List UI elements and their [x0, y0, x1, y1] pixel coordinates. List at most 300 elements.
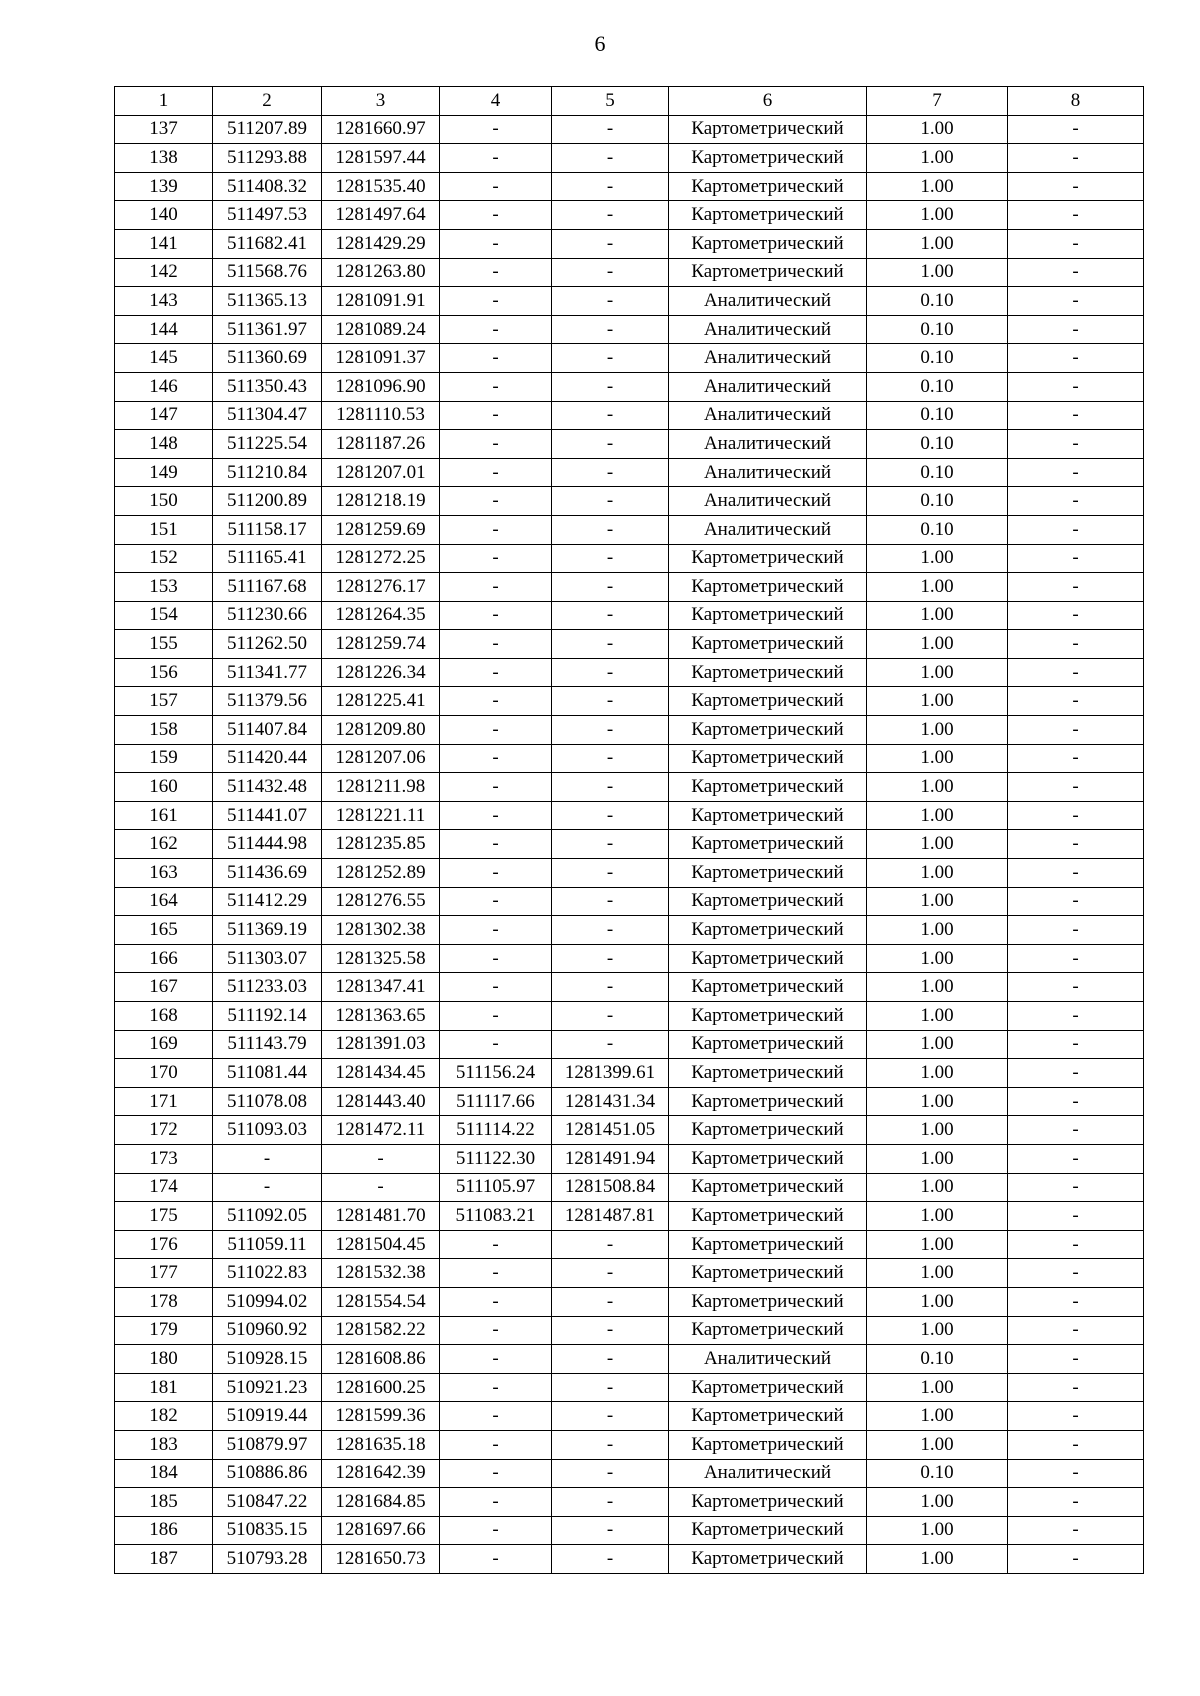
x-coord-new-cell: -	[440, 229, 552, 258]
point-number-cell: 137	[115, 115, 213, 144]
table-row	[115, 601, 1144, 630]
y-coord-cell: 1281325.58	[322, 944, 440, 973]
accuracy-cell: 0.10	[867, 515, 1008, 544]
y-coord-new-cell: -	[552, 430, 669, 459]
y-coord-cell: 1281089.24	[322, 315, 440, 344]
accuracy-cell: 0.10	[867, 1459, 1008, 1488]
y-coord-new-cell: -	[552, 1230, 669, 1259]
y-coord-cell: 1281096.90	[322, 372, 440, 401]
y-coord-cell: 1281608.86	[322, 1345, 440, 1374]
header-cell-8: 8	[1008, 87, 1144, 116]
method-cell: Картометрический	[669, 1316, 867, 1345]
y-coord-cell: 1281225.41	[322, 687, 440, 716]
accuracy-cell: 1.00	[867, 916, 1008, 945]
x-coord-new-cell: -	[440, 1287, 552, 1316]
y-coord-cell: 1281211.98	[322, 773, 440, 802]
accuracy-cell: 1.00	[867, 1087, 1008, 1116]
table-row	[115, 1488, 1144, 1517]
table-row	[115, 973, 1144, 1002]
method-cell: Картометрический	[669, 1516, 867, 1545]
point-number-cell: 151	[115, 515, 213, 544]
description-cell: -	[1008, 344, 1144, 373]
y-coord-cell: 1281218.19	[322, 487, 440, 516]
x-coord-new-cell: -	[440, 1373, 552, 1402]
table-row	[115, 1402, 1144, 1431]
accuracy-cell: 1.00	[867, 258, 1008, 287]
description-cell: -	[1008, 973, 1144, 1002]
method-cell: Аналитический	[669, 287, 867, 316]
point-number-cell: 152	[115, 544, 213, 573]
accuracy-cell: 0.10	[867, 344, 1008, 373]
x-coord-cell: 510921.23	[213, 1373, 322, 1402]
point-number-cell: 165	[115, 916, 213, 945]
y-coord-new-cell: -	[552, 1402, 669, 1431]
accuracy-cell: 1.00	[867, 229, 1008, 258]
accuracy-cell: 0.10	[867, 372, 1008, 401]
accuracy-cell: 1.00	[867, 1287, 1008, 1316]
method-cell: Картометрический	[669, 1373, 867, 1402]
y-coord-new-cell: -	[552, 859, 669, 888]
table-row	[115, 1030, 1144, 1059]
point-number-cell: 147	[115, 401, 213, 430]
y-coord-cell: 1281434.45	[322, 1059, 440, 1088]
point-number-cell: 183	[115, 1430, 213, 1459]
method-cell: Картометрический	[669, 687, 867, 716]
point-number-cell: 141	[115, 229, 213, 258]
table-row	[115, 859, 1144, 888]
x-coord-cell: 511143.79	[213, 1030, 322, 1059]
y-coord-new-cell: -	[552, 630, 669, 659]
method-cell: Картометрический	[669, 1144, 867, 1173]
y-coord-new-cell: -	[552, 773, 669, 802]
x-coord-new-cell: -	[440, 1030, 552, 1059]
method-cell: Аналитический	[669, 344, 867, 373]
method-cell: Аналитический	[669, 372, 867, 401]
method-cell: Картометрический	[669, 201, 867, 230]
header-cell-7: 7	[867, 87, 1008, 116]
y-coord-cell: -	[322, 1173, 440, 1202]
description-cell: -	[1008, 630, 1144, 659]
y-coord-new-cell: -	[552, 1002, 669, 1031]
accuracy-cell: 1.00	[867, 630, 1008, 659]
x-coord-cell: 511568.76	[213, 258, 322, 287]
y-coord-cell: 1281504.45	[322, 1230, 440, 1259]
x-coord-new-cell: -	[440, 315, 552, 344]
point-number-cell: 161	[115, 801, 213, 830]
method-cell: Аналитический	[669, 515, 867, 544]
y-coord-new-cell: -	[552, 1287, 669, 1316]
table-row	[115, 1059, 1144, 1088]
accuracy-cell: 1.00	[867, 1202, 1008, 1231]
point-number-cell: 177	[115, 1259, 213, 1288]
table-row	[115, 401, 1144, 430]
table-row	[115, 430, 1144, 459]
method-cell: Аналитический	[669, 430, 867, 459]
y-coord-new-cell: -	[552, 258, 669, 287]
x-coord-new-cell: -	[440, 1316, 552, 1345]
accuracy-cell: 0.10	[867, 401, 1008, 430]
accuracy-cell: 1.00	[867, 1030, 1008, 1059]
method-cell: Картометрический	[669, 1059, 867, 1088]
method-cell: Аналитический	[669, 401, 867, 430]
method-cell: Картометрический	[669, 1087, 867, 1116]
point-number-cell: 153	[115, 573, 213, 602]
x-coord-cell: 511093.03	[213, 1116, 322, 1145]
method-cell: Картометрический	[669, 544, 867, 573]
x-coord-new-cell: 511117.66	[440, 1087, 552, 1116]
x-coord-new-cell: -	[440, 601, 552, 630]
y-coord-cell: 1281391.03	[322, 1030, 440, 1059]
method-cell: Картометрический	[669, 1202, 867, 1231]
table-row	[115, 172, 1144, 201]
description-cell: -	[1008, 1059, 1144, 1088]
point-number-cell: 176	[115, 1230, 213, 1259]
method-cell: Картометрический	[669, 801, 867, 830]
point-number-cell: 184	[115, 1459, 213, 1488]
y-coord-cell: 1281642.39	[322, 1459, 440, 1488]
y-coord-new-cell: 1281487.81	[552, 1202, 669, 1231]
y-coord-new-cell: -	[552, 544, 669, 573]
table-row	[115, 144, 1144, 173]
description-cell: -	[1008, 744, 1144, 773]
method-cell: Картометрический	[669, 1545, 867, 1574]
accuracy-cell: 1.00	[867, 144, 1008, 173]
description-cell: -	[1008, 430, 1144, 459]
x-coord-cell: 511350.43	[213, 372, 322, 401]
x-coord-cell: 511207.89	[213, 115, 322, 144]
table-row	[115, 1002, 1144, 1031]
x-coord-cell: 511369.19	[213, 916, 322, 945]
x-coord-cell: 510994.02	[213, 1287, 322, 1316]
x-coord-cell: 511436.69	[213, 859, 322, 888]
description-cell: -	[1008, 601, 1144, 630]
point-number-cell: 182	[115, 1402, 213, 1431]
accuracy-cell: 1.00	[867, 1116, 1008, 1145]
y-coord-new-cell: -	[552, 944, 669, 973]
point-number-cell: 178	[115, 1287, 213, 1316]
accuracy-cell: 1.00	[867, 1316, 1008, 1345]
method-cell: Картометрический	[669, 1430, 867, 1459]
y-coord-new-cell: -	[552, 372, 669, 401]
y-coord-new-cell: -	[552, 973, 669, 1002]
header-cell-4: 4	[440, 87, 552, 116]
y-coord-new-cell: 1281508.84	[552, 1173, 669, 1202]
x-coord-new-cell: -	[440, 1345, 552, 1374]
x-coord-new-cell: -	[440, 830, 552, 859]
y-coord-cell: 1281207.01	[322, 458, 440, 487]
table-row	[115, 573, 1144, 602]
y-coord-cell: 1281091.91	[322, 287, 440, 316]
x-coord-cell: 511441.07	[213, 801, 322, 830]
method-cell: Картометрический	[669, 1230, 867, 1259]
x-coord-new-cell: -	[440, 1230, 552, 1259]
method-cell: Картометрический	[669, 1488, 867, 1517]
y-coord-cell: 1281481.70	[322, 1202, 440, 1231]
method-cell: Картометрический	[669, 716, 867, 745]
accuracy-cell: 1.00	[867, 601, 1008, 630]
y-coord-new-cell: -	[552, 573, 669, 602]
y-coord-new-cell: -	[552, 1316, 669, 1345]
x-coord-cell: 511225.54	[213, 430, 322, 459]
y-coord-cell: 1281660.97	[322, 115, 440, 144]
accuracy-cell: 1.00	[867, 1488, 1008, 1517]
x-coord-cell: 511360.69	[213, 344, 322, 373]
accuracy-cell: 1.00	[867, 801, 1008, 830]
y-coord-cell: 1281226.34	[322, 658, 440, 687]
point-number-cell: 144	[115, 315, 213, 344]
description-cell: -	[1008, 315, 1144, 344]
x-coord-new-cell: -	[440, 1002, 552, 1031]
x-coord-cell: -	[213, 1144, 322, 1173]
x-coord-cell: 511092.05	[213, 1202, 322, 1231]
header-cell-1: 1	[115, 87, 213, 116]
y-coord-cell: 1281263.80	[322, 258, 440, 287]
table-row	[115, 1316, 1144, 1345]
y-coord-cell: 1281272.25	[322, 544, 440, 573]
method-cell: Картометрический	[669, 573, 867, 602]
table-row	[115, 544, 1144, 573]
table-row	[115, 773, 1144, 802]
x-coord-new-cell: -	[440, 172, 552, 201]
point-number-cell: 140	[115, 201, 213, 230]
y-coord-cell: 1281363.65	[322, 1002, 440, 1031]
y-coord-new-cell: -	[552, 830, 669, 859]
accuracy-cell: 0.10	[867, 315, 1008, 344]
x-coord-cell: 511420.44	[213, 744, 322, 773]
y-coord-new-cell: 1281431.34	[552, 1087, 669, 1116]
y-coord-new-cell: -	[552, 1430, 669, 1459]
y-coord-cell: 1281187.26	[322, 430, 440, 459]
accuracy-cell: 1.00	[867, 115, 1008, 144]
description-cell: -	[1008, 1087, 1144, 1116]
table-body	[115, 115, 1144, 1574]
accuracy-cell: 1.00	[867, 1173, 1008, 1202]
x-coord-cell: 511432.48	[213, 773, 322, 802]
description-cell: -	[1008, 258, 1144, 287]
x-coord-cell: 511059.11	[213, 1230, 322, 1259]
y-coord-new-cell: 1281451.05	[552, 1116, 669, 1145]
accuracy-cell: 1.00	[867, 773, 1008, 802]
x-coord-cell: 511361.97	[213, 315, 322, 344]
description-cell: -	[1008, 544, 1144, 573]
y-coord-new-cell: -	[552, 1373, 669, 1402]
accuracy-cell: 1.00	[867, 1430, 1008, 1459]
accuracy-cell: 1.00	[867, 716, 1008, 745]
x-coord-new-cell: -	[440, 1488, 552, 1517]
table-header	[115, 87, 1144, 116]
accuracy-cell: 1.00	[867, 172, 1008, 201]
y-coord-cell: 1281684.85	[322, 1488, 440, 1517]
y-coord-new-cell: -	[552, 401, 669, 430]
x-coord-cell: 511262.50	[213, 630, 322, 659]
description-cell: -	[1008, 1259, 1144, 1288]
x-coord-cell: 511200.89	[213, 487, 322, 516]
description-cell: -	[1008, 944, 1144, 973]
method-cell: Картометрический	[669, 887, 867, 916]
x-coord-new-cell: -	[440, 716, 552, 745]
x-coord-new-cell: -	[440, 258, 552, 287]
table-row	[115, 1087, 1144, 1116]
description-cell: -	[1008, 573, 1144, 602]
method-cell: Картометрический	[669, 973, 867, 1002]
description-cell: -	[1008, 1144, 1144, 1173]
header-row	[115, 87, 1144, 116]
description-cell: -	[1008, 916, 1144, 945]
point-number-cell: 173	[115, 1144, 213, 1173]
accuracy-cell: 1.00	[867, 859, 1008, 888]
point-number-cell: 162	[115, 830, 213, 859]
y-coord-cell: 1281259.74	[322, 630, 440, 659]
description-cell: -	[1008, 1030, 1144, 1059]
table-row	[115, 287, 1144, 316]
x-coord-new-cell: -	[440, 658, 552, 687]
y-coord-cell: 1281597.44	[322, 144, 440, 173]
x-coord-cell: 511407.84	[213, 716, 322, 745]
method-cell: Картометрический	[669, 1259, 867, 1288]
method-cell: Картометрический	[669, 1030, 867, 1059]
table-row	[115, 801, 1144, 830]
table-row	[115, 658, 1144, 687]
x-coord-new-cell: -	[440, 1259, 552, 1288]
table-row	[115, 115, 1144, 144]
y-coord-cell: 1281554.54	[322, 1287, 440, 1316]
point-number-cell: 145	[115, 344, 213, 373]
x-coord-cell: 511412.29	[213, 887, 322, 916]
x-coord-new-cell: -	[440, 458, 552, 487]
accuracy-cell: 1.00	[867, 1144, 1008, 1173]
method-cell: Картометрический	[669, 115, 867, 144]
table-row	[115, 344, 1144, 373]
y-coord-cell: 1281497.64	[322, 201, 440, 230]
table-row	[115, 201, 1144, 230]
point-number-cell: 174	[115, 1173, 213, 1202]
table-row	[115, 1430, 1144, 1459]
x-coord-new-cell: 511114.22	[440, 1116, 552, 1145]
y-coord-new-cell: -	[552, 1516, 669, 1545]
accuracy-cell: 1.00	[867, 887, 1008, 916]
x-coord-cell: 511210.84	[213, 458, 322, 487]
point-number-cell: 158	[115, 716, 213, 745]
y-coord-cell: 1281264.35	[322, 601, 440, 630]
y-coord-new-cell: -	[552, 515, 669, 544]
method-cell: Картометрический	[669, 944, 867, 973]
x-coord-new-cell: -	[440, 201, 552, 230]
description-cell: -	[1008, 1545, 1144, 1574]
x-coord-new-cell: -	[440, 487, 552, 516]
y-coord-new-cell: -	[552, 344, 669, 373]
x-coord-cell: 511022.83	[213, 1259, 322, 1288]
x-coord-cell: 510928.15	[213, 1345, 322, 1374]
accuracy-cell: 1.00	[867, 544, 1008, 573]
table-row	[115, 1373, 1144, 1402]
description-cell: -	[1008, 372, 1144, 401]
y-coord-cell: 1281110.53	[322, 401, 440, 430]
accuracy-cell: 1.00	[867, 201, 1008, 230]
point-number-cell: 149	[115, 458, 213, 487]
y-coord-cell: 1281276.17	[322, 573, 440, 602]
point-number-cell: 139	[115, 172, 213, 201]
table-row	[115, 1116, 1144, 1145]
table-row	[115, 1173, 1144, 1202]
accuracy-cell: 1.00	[867, 1230, 1008, 1259]
point-number-cell: 157	[115, 687, 213, 716]
x-coord-new-cell: -	[440, 744, 552, 773]
accuracy-cell: 1.00	[867, 687, 1008, 716]
description-cell: -	[1008, 229, 1144, 258]
description-cell: -	[1008, 716, 1144, 745]
x-coord-cell: 511341.77	[213, 658, 322, 687]
table-row	[115, 916, 1144, 945]
x-coord-cell: 511444.98	[213, 830, 322, 859]
table-row	[115, 1230, 1144, 1259]
description-cell: -	[1008, 1488, 1144, 1517]
point-number-cell: 181	[115, 1373, 213, 1402]
x-coord-new-cell: -	[440, 287, 552, 316]
y-coord-cell: 1281635.18	[322, 1430, 440, 1459]
method-cell: Картометрический	[669, 144, 867, 173]
y-coord-new-cell: -	[552, 1545, 669, 1574]
accuracy-cell: 1.00	[867, 1516, 1008, 1545]
y-coord-new-cell: -	[552, 201, 669, 230]
y-coord-new-cell: -	[552, 172, 669, 201]
point-number-cell: 172	[115, 1116, 213, 1145]
description-cell: -	[1008, 1430, 1144, 1459]
point-number-cell: 166	[115, 944, 213, 973]
x-coord-new-cell: 511105.97	[440, 1173, 552, 1202]
y-coord-cell: 1281429.29	[322, 229, 440, 258]
y-coord-cell: 1281472.11	[322, 1116, 440, 1145]
x-coord-cell: 510835.15	[213, 1516, 322, 1545]
accuracy-cell: 0.10	[867, 458, 1008, 487]
y-coord-cell: 1281209.80	[322, 716, 440, 745]
y-coord-new-cell: -	[552, 1459, 669, 1488]
method-cell: Аналитический	[669, 1345, 867, 1374]
description-cell: -	[1008, 487, 1144, 516]
y-coord-cell: 1281276.55	[322, 887, 440, 916]
table-row	[115, 1516, 1144, 1545]
point-number-cell: 171	[115, 1087, 213, 1116]
x-coord-cell: 511303.07	[213, 944, 322, 973]
y-coord-cell: 1281252.89	[322, 859, 440, 888]
x-coord-cell: 511233.03	[213, 973, 322, 1002]
y-coord-cell: 1281221.11	[322, 801, 440, 830]
method-cell: Картометрический	[669, 630, 867, 659]
x-coord-cell: 510919.44	[213, 1402, 322, 1431]
y-coord-cell: 1281697.66	[322, 1516, 440, 1545]
y-coord-cell: 1281347.41	[322, 973, 440, 1002]
table-row	[115, 1459, 1144, 1488]
y-coord-new-cell: -	[552, 1345, 669, 1374]
header-cell-2: 2	[213, 87, 322, 116]
accuracy-cell: 1.00	[867, 573, 1008, 602]
y-coord-new-cell: -	[552, 315, 669, 344]
method-cell: Картометрический	[669, 172, 867, 201]
method-cell: Картометрический	[669, 830, 867, 859]
x-coord-cell: 511293.88	[213, 144, 322, 173]
point-number-cell: 180	[115, 1345, 213, 1374]
table-row	[115, 830, 1144, 859]
point-number-cell: 186	[115, 1516, 213, 1545]
y-coord-cell: 1281302.38	[322, 916, 440, 945]
y-coord-cell: 1281600.25	[322, 1373, 440, 1402]
point-number-cell: 160	[115, 773, 213, 802]
accuracy-cell: 1.00	[867, 944, 1008, 973]
point-number-cell: 187	[115, 1545, 213, 1574]
x-coord-new-cell: 511156.24	[440, 1059, 552, 1088]
point-number-cell: 156	[115, 658, 213, 687]
method-cell: Картометрический	[669, 773, 867, 802]
y-coord-cell: 1281259.69	[322, 515, 440, 544]
